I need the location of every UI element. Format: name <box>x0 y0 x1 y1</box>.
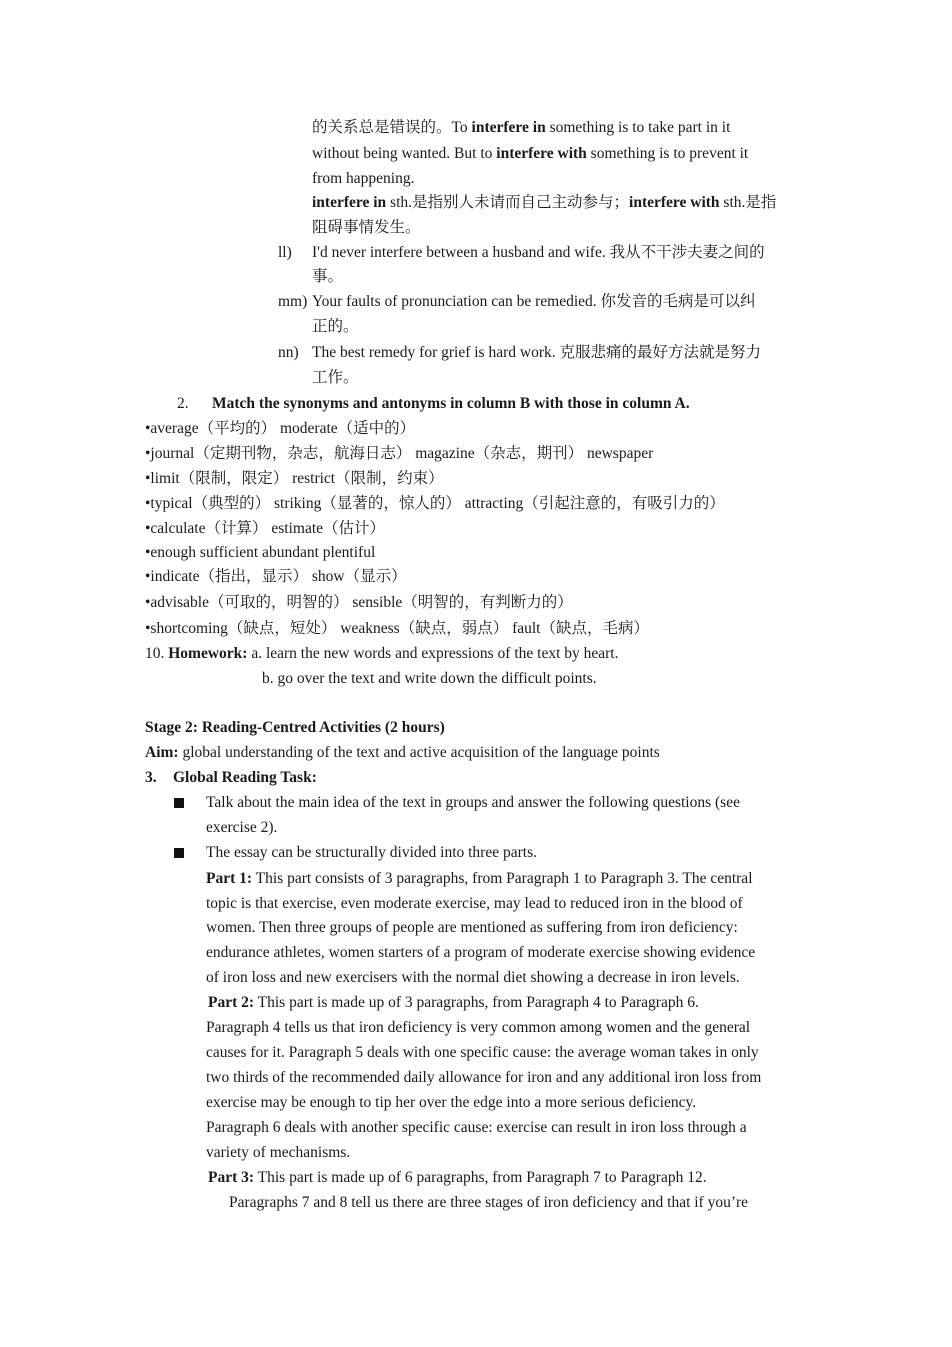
match-item: •journal（定期刊物，杂志，航海日志） magazine（杂志，期刊） newspaper <box>145 445 654 462</box>
bold-term: interfere in <box>471 119 546 136</box>
interfere-line-3: from happening. <box>312 170 415 187</box>
interfere-line-4 <box>312 193 776 213</box>
task-title: Global Reading Task: <box>173 769 317 786</box>
text: sth.是指 <box>719 194 777 211</box>
aim-label: Aim: <box>145 744 179 761</box>
example-line: 正的。 <box>312 318 359 335</box>
homework-label: Homework: <box>168 645 248 662</box>
part-2-line: Paragraph 6 deals with another specific cause: exercise can result in iron loss through a <box>206 1119 747 1136</box>
aim-text: global understanding of the text and active acquisition of the language points <box>178 744 660 761</box>
part-2-line: variety of mechanisms. <box>206 1144 351 1161</box>
part-1-line <box>206 869 753 889</box>
bold-term: interfere in <box>312 194 387 211</box>
part-3-line <box>208 1168 707 1188</box>
square-bullet-icon <box>174 848 184 858</box>
bullet-text: The essay can be structurally divided into three parts. <box>206 844 537 861</box>
example-label: ll) <box>278 244 292 261</box>
match-number: 2. <box>177 395 189 412</box>
match-item: •enough sufficient abundant plentiful <box>145 544 376 561</box>
homework-line-a <box>145 644 618 664</box>
example-line: The best remedy for grief is hard work. 克服悲痛的最好方法就是努力 <box>312 344 761 361</box>
match-item: •calculate（计算） estimate（估计） <box>145 520 386 537</box>
part-2-line <box>208 993 699 1013</box>
text: This part is made up of 6 paragraphs, from Paragraph 7 to Paragraph 12. <box>254 1169 707 1186</box>
match-item: •indicate（指出，显示） show（显示） <box>145 568 407 585</box>
homework-a: a. learn the new words and expressions of the text by heart. <box>247 645 619 662</box>
match-item: •average（平均的） moderate（适中的） <box>145 420 416 437</box>
bold-term: interfere with <box>496 145 587 162</box>
text: 的关系总是错误的。To <box>312 119 472 136</box>
match-title: Match the synonyms and antonyms in column B with those in column A. <box>212 395 690 412</box>
square-bullet-icon <box>174 798 184 808</box>
match-item: •shortcoming（缺点，短处） weakness（缺点，弱点） fault（缺点，毛病） <box>145 620 649 637</box>
text: something is to prevent it <box>586 145 749 162</box>
text: This part consists of 3 paragraphs, from Paragraph 1 to Paragraph 3. The central <box>252 870 753 887</box>
match-item: •advisable（可取的，明智的） sensible（明智的，有判断力的） <box>145 594 573 611</box>
text: without being wanted. But to <box>312 145 497 162</box>
example-label: mm) <box>278 293 308 310</box>
text: something is to take part in it <box>545 119 731 136</box>
aim-line <box>145 743 660 763</box>
part-2-line: causes for it. Paragraph 5 deals with one specific cause: the average woman takes in only <box>206 1044 759 1061</box>
interfere-line-2 <box>312 144 748 164</box>
bullet-text: Talk about the main idea of the text in groups and answer the following questions (see <box>206 794 740 811</box>
part-1-line: topic is that exercise, even moderate exercise, may lead to reduced iron in the blood of <box>206 895 743 912</box>
part-2-line: Paragraph 4 tells us that iron deficiency is very common among women and the general <box>206 1019 751 1036</box>
part-1-label: Part 1: <box>206 870 253 887</box>
match-item: •limit（限制，限定） restrict（限制，约束） <box>145 470 444 487</box>
homework-number: 10. <box>145 645 165 662</box>
example-line: Your faults of pronunciation can be remedied. 你发音的毛病是可以纠 <box>312 293 756 310</box>
stage-2-heading: Stage 2: Reading-Centred Activities (2 hours) <box>145 719 445 736</box>
part-1-line: endurance athletes, women starters of a program of moderate exercise showing evidence <box>206 944 756 961</box>
interfere-line-1 <box>312 118 730 138</box>
part-1-line: of iron loss and new exercisers with the normal diet showing a decrease in iron levels. <box>206 969 740 986</box>
homework-line-b: b. go over the text and write down the difficult points. <box>262 670 597 687</box>
match-item: •typical（典型的） striking（显著的，惊人的） attracting（引起注意的，有吸引力的） <box>145 495 725 512</box>
bold-term: interfere with <box>629 194 720 211</box>
part-3-label: Part 3: <box>208 1169 255 1186</box>
task-number: 3. <box>145 769 157 786</box>
bullet-text: exercise 2). <box>206 819 278 836</box>
text: This part is made up of 3 paragraphs, from Paragraph 4 to Paragraph 6. <box>254 994 699 1011</box>
part-2-line: exercise may be enough to tip her over the edge into a more serious deficiency. <box>206 1094 697 1111</box>
example-line: 工作。 <box>312 369 359 386</box>
example-label: nn) <box>278 344 299 361</box>
example-line: 事。 <box>312 268 344 285</box>
interfere-line-5: 阻碍事情发生。 <box>312 219 421 236</box>
example-line: I'd never interfere between a husband and wife. 我从不干涉夫妻之间的 <box>312 244 765 261</box>
part-1-line: women. Then three groups of people are mentioned as suffering from iron deficiency: <box>206 919 738 936</box>
part-3-line: Paragraphs 7 and 8 tell us there are three stages of iron deficiency and that if you’re <box>229 1194 749 1211</box>
text: sth.是指别人未请而自己主动参与； <box>386 194 630 211</box>
part-2-line: two thirds of the recommended daily allowance for iron and any additional iron loss from <box>206 1069 762 1086</box>
part-2-label: Part 2: <box>208 994 255 1011</box>
